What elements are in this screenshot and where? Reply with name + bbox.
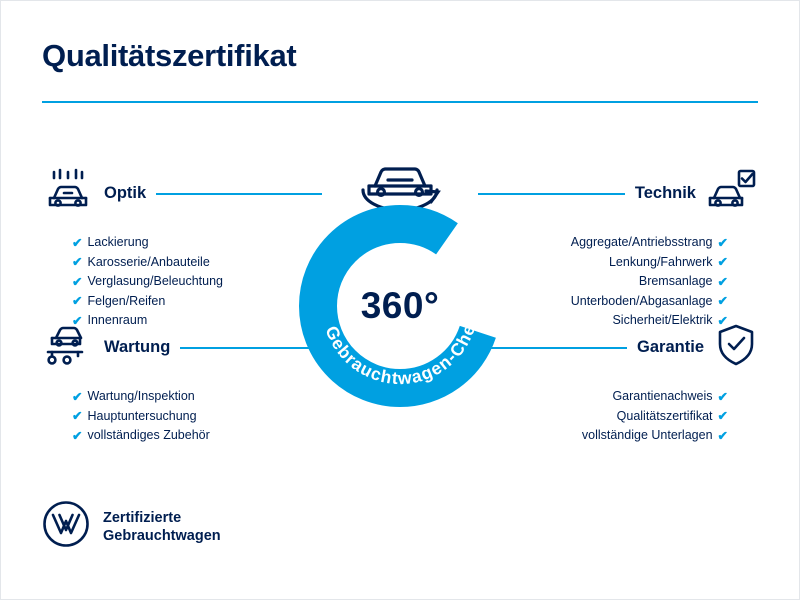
block-optik-header [42,168,322,219]
block-optik-title: Optik [104,184,147,202]
list-item [42,407,322,427]
check-icon: ✔ [72,389,83,404]
list-item-label: Bremsanlage [638,274,713,288]
vw-logo [42,500,90,553]
block-technik-rule [478,193,625,195]
list-item-label: Qualitätszertifikat [616,408,713,423]
block-optik-rule [156,193,322,195]
check-icon: ✔ [717,389,728,404]
list-item-label: Wartung/Inspektion [87,389,195,403]
list-item [478,407,758,427]
car-lift-icon [42,322,94,373]
list-item [478,292,758,312]
list-item [478,387,758,407]
block-garantie-header [478,322,758,373]
list-item-label: Karosserie/Anbauteile [87,254,210,269]
check-icon: ✔ [72,294,83,308]
list-item-label: Lackierung [87,235,149,249]
title-divider [42,101,758,103]
block-optik [42,168,322,331]
footer-line1: Zertifizierte [103,509,182,526]
list-item-label: Felgen/Reifen [87,293,166,308]
block-garantie-title: Garantie [637,338,704,356]
block-technik-list [478,233,758,331]
block-garantie-rule [478,347,627,349]
degree-label: 360° [360,285,440,326]
block-optik-list [42,233,322,331]
list-item [478,426,758,446]
car-wash-icon [42,168,94,219]
check-icon: ✔ [72,428,83,443]
check-icon: ✔ [717,255,728,269]
list-item-label: Lenkung/Fahrwerk [608,254,713,269]
list-item-label: Garantienachweis [612,389,713,403]
block-garantie [478,322,758,446]
block-wartung-header [42,322,322,373]
list-item [42,272,322,292]
list-item [42,233,322,253]
check-icon: ✔ [717,409,728,423]
check-icon: ✔ [72,409,83,423]
list-item [478,233,758,253]
list-item [42,426,322,446]
list-item-label: Unterboden/Abgasanlage [570,293,713,308]
car-checklist-icon [706,168,758,219]
check-icon: ✔ [717,235,728,250]
list-item [478,272,758,292]
list-item-label: Aggregate/Antriebsstrang [570,235,713,249]
footer-text [103,509,221,545]
ring-label: Gebrauchtwagen-Check [321,303,483,389]
block-technik-title: Technik [634,184,696,202]
check-icon: ✔ [72,235,83,250]
check-icon: ✔ [72,274,83,289]
list-item-label: Verglasung/Beleuchtung [87,274,224,288]
block-garantie-list [478,387,758,446]
gebrauchtwagen-check-wheel [290,196,510,416]
footer-brand [42,500,221,553]
check-icon: ✔ [72,255,83,269]
list-item [42,292,322,312]
list-item-label: Sicherheit/Elektrik [612,313,713,327]
page-title: Qualitätszertifikat [42,38,297,73]
check-icon: ✔ [717,313,728,328]
check-icon: ✔ [72,313,83,328]
list-item [42,253,322,273]
list-item-label: Hauptuntersuchung [87,408,197,423]
footer-line2: Gebrauchtwagen [103,527,221,544]
list-item-label: vollständige Unterlagen [581,428,713,442]
block-wartung-title: Wartung [104,338,171,356]
block-technik-header [478,168,758,219]
block-wartung [42,322,322,446]
check-icon: ✔ [717,294,728,308]
block-wartung-rule [180,347,322,349]
block-wartung-list [42,387,322,446]
list-item-label: vollständiges Zubehör [87,428,210,442]
list-item [42,387,322,407]
check-icon: ✔ [717,274,728,289]
list-item [478,253,758,273]
block-technik [478,168,758,331]
shield-check-icon [714,322,758,373]
list-item-label: Innenraum [87,313,148,327]
check-icon: ✔ [717,428,728,443]
